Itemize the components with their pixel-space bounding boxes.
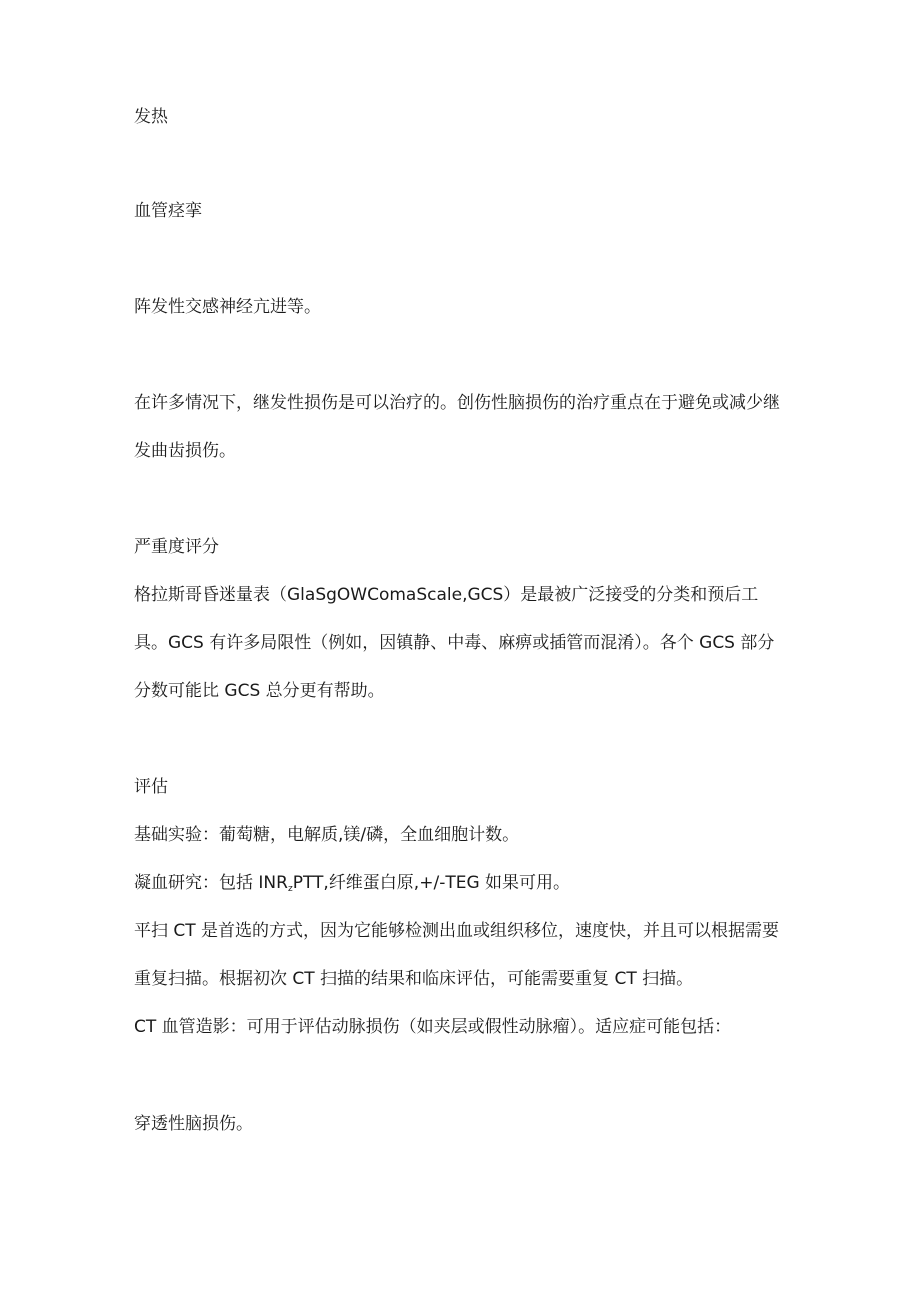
- paragraph-secondary-injury-line-1: 在许多情况下，继发性损伤是可以治疗的。创伤性脑损伤的治疗重点在于避免或减少继: [134, 393, 780, 413]
- paragraph-gcs-line-1: 格拉斯哥昏迷量表（GlaSgOWComaScale,GCS）是最被广泛接受的分类和预后工: [134, 585, 759, 605]
- paragraph-basic-labs: 基础实验：葡萄糖，电解质,镁/磷，全血细胞计数。: [134, 825, 520, 845]
- list-item-vasospasm: 血管痉挛: [134, 201, 202, 221]
- section-heading-assessment: 评估: [134, 777, 168, 797]
- coagulation-text-before: 凝血研究：包括 INR: [134, 873, 288, 893]
- paragraph-secondary-injury-line-2: 发曲齿损伤。: [134, 441, 236, 461]
- coagulation-text-after: PTT,纤维蛋白原,+/-TEG 如果可用。: [292, 873, 571, 893]
- paragraph-ct-line-2: 重复扫描。根据初次 CT 扫描的结果和临床评估，可能需要重复 CT 扫描。: [134, 969, 694, 989]
- paragraph-gcs-line-2: 具。GCS 有许多局限性（例如，因镇静、中毒、麻痹或插管而混淆）。各个 GCS 部分: [134, 633, 775, 653]
- coagulation-subscript: z: [287, 884, 293, 894]
- paragraph-cta: CT 血管造影：可用于评估动脉损伤（如夹层或假性动脉瘤）。适应症可能包括：: [134, 1017, 732, 1037]
- paragraph-gcs-line-3: 分数可能比 GCS 总分更有帮助。: [134, 681, 385, 701]
- section-heading-severity-score: 严重度评分: [134, 537, 219, 557]
- list-item-paroxysmal-sympathetic: 阵发性交感神经亢进等。: [134, 297, 321, 317]
- paragraph-ct-line-1: 平扫 CT 是首选的方式，因为它能够检测出血或组织移位，速度快，并且可以根据需要: [134, 921, 780, 941]
- list-item-fever: 发热: [134, 107, 168, 127]
- list-item-penetrating-injury: 穿透性脑损伤。: [134, 1114, 253, 1134]
- paragraph-coagulation: [134, 871, 570, 901]
